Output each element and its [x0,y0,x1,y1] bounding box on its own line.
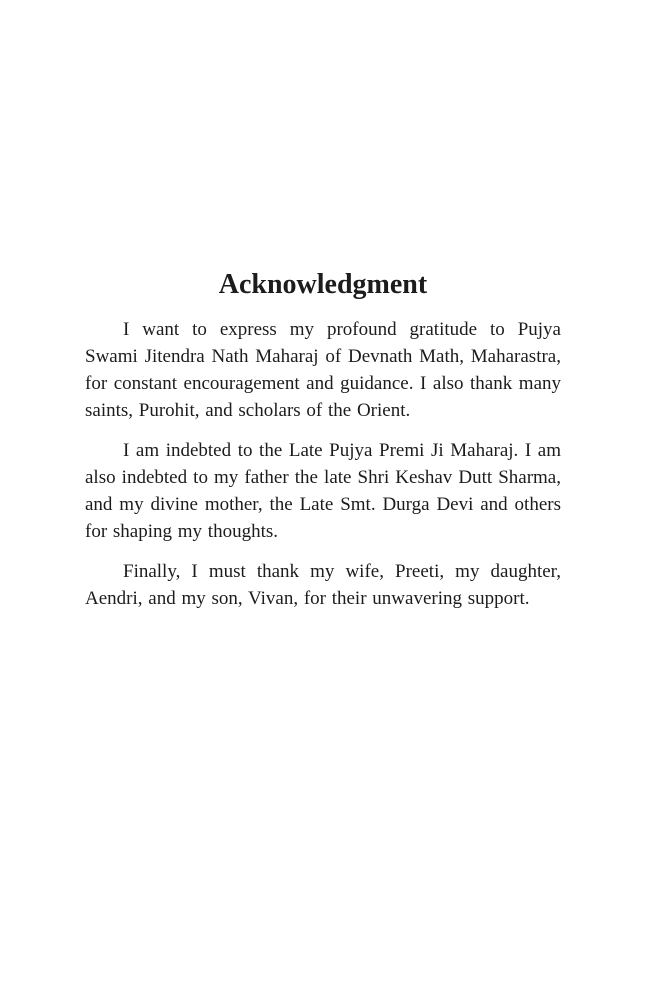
acknowledgment-paragraph-3: Finally, I must thank my wife, Preeti, my daughter, Aendri, and my son, Vivan, for their unwavering support. [85,561,561,609]
page-title: Acknowledgment [218,269,428,300]
acknowledgment-paragraph-1: I want to express my profound gratitude to Pujya Swami Jitendra Nath Maharaj of Devnath Math, Maharastra, for constant encouragement and guidance. I also thank many saints, Purohit, and scholars of the Orient. [85,319,561,421]
page-content [85,268,561,625]
acknowledgment-paragraph-2: I am indebted to the Late Pujya Premi Ji Maharaj. I am also indebted to my father the late Shri Keshav Dutt Sharma, and my divine mother, the Late Smt. Durga Devi and others for shaping my thoughts. [85,440,561,542]
